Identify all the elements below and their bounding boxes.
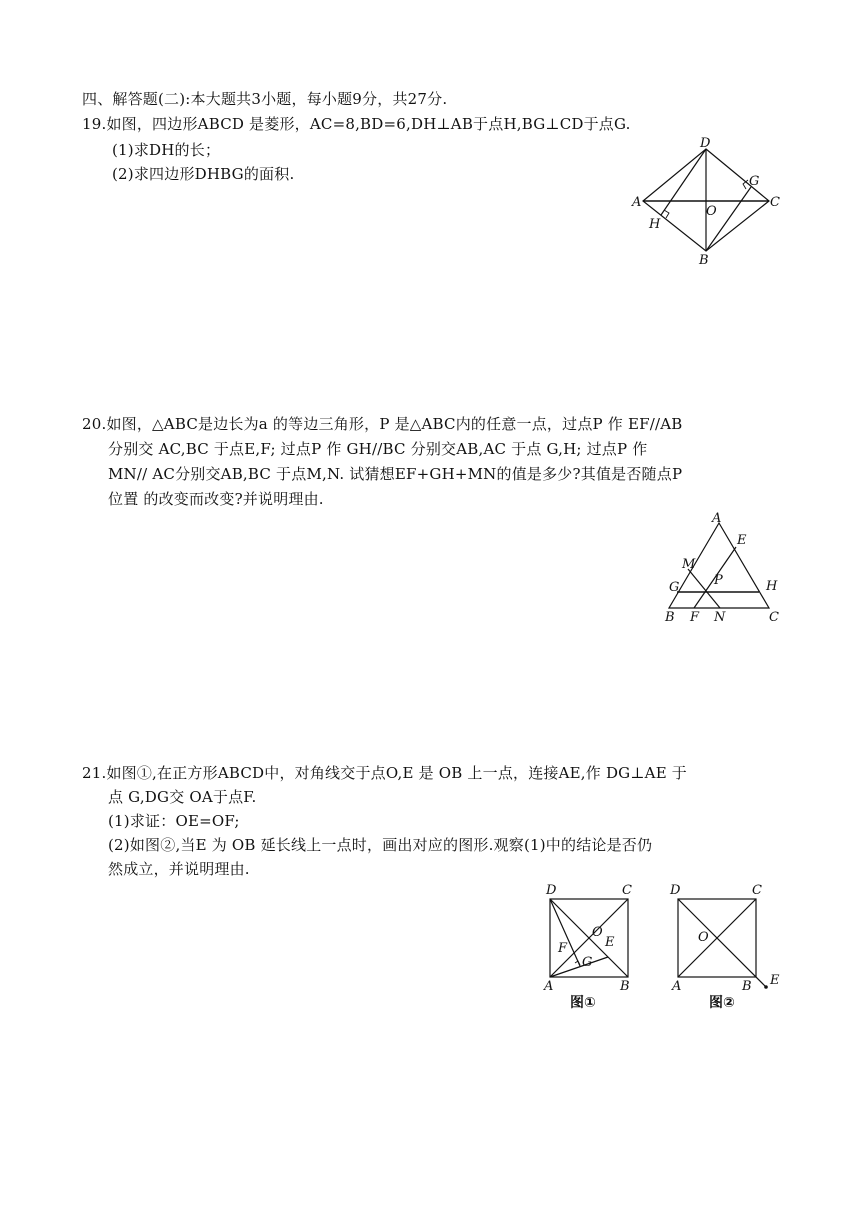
q19-label-C: C <box>770 195 780 210</box>
q20-label-M: M <box>682 557 696 572</box>
q20-label-A: A <box>712 511 722 526</box>
q20-label-C: C <box>769 610 779 625</box>
q21-fig2-label-B: B <box>742 979 752 994</box>
q20-label-G: G <box>669 580 680 595</box>
q19-label-O: O <box>706 204 717 219</box>
q19-label-B: B <box>699 253 709 268</box>
q21-fig1-label-F: F <box>558 941 568 956</box>
q19-label-D: D <box>700 136 711 151</box>
q20-line2: 分别交 AC,BC 于点E,F; 过点P 作 GH//BC 分别交AB,AC 于点 G,H; 过点P 作 <box>108 440 648 458</box>
q19-rhombus-figure <box>628 138 798 268</box>
q19-label-H: H <box>649 217 661 232</box>
q21-fig2-label-O: O <box>698 930 709 945</box>
q21-fig1-label-B: B <box>620 979 630 994</box>
q21-fig2-label-A: A <box>672 979 682 994</box>
q21-fig1-label-C: C <box>622 883 632 898</box>
q21-fig1-label-D: D <box>546 883 557 898</box>
q21-line2: 点 G,DG交 OA于点F. <box>108 788 257 806</box>
q20-line3: MN// AC分别交AB,BC 于点M,N. 试猜想EF+GH+MN的值是多少?其值是否随点P <box>108 465 683 483</box>
q19-label-G: G <box>749 174 760 189</box>
q21-fig1-label-O: O <box>592 925 603 940</box>
q21-fig1-caption: 图① <box>570 995 596 1011</box>
q20-label-E: E <box>737 533 747 548</box>
q19-part2: (2)求四边形DHBG的面积. <box>112 165 295 183</box>
q19-part1: (1)求DH的长； <box>112 141 221 159</box>
q21-fig1-label-G: G <box>582 955 593 970</box>
q21-square-figure-2 <box>664 880 789 995</box>
q20-label-F: F <box>690 610 700 625</box>
q21-fig1-label-A: A <box>544 979 554 994</box>
q21-part1: (1)求证：OE=OF; <box>108 812 240 830</box>
q20-label-B: B <box>665 610 675 625</box>
q21-fig2-label-D: D <box>670 883 681 898</box>
q21-square-figure-1 <box>540 880 650 995</box>
q20-triangle-figure <box>662 510 792 625</box>
q19-label-A: A <box>632 195 642 210</box>
q20-label-P: P <box>714 573 723 588</box>
q21-part2b: 然成立，并说明理由. <box>108 860 250 878</box>
q21-fig1-label-E: E <box>605 935 615 950</box>
section-title: 四、解答题(二):本大题共3小题，每小题9分，共27分. <box>82 90 448 108</box>
q21-fig2-label-C: C <box>752 883 762 898</box>
q21-line1: 21.如图①,在正方形ABCD中，对角线交于点O,E 是 OB 上一点，连接AE,作 DG⊥AE 于 <box>82 764 688 782</box>
q21-fig2-label-E: E <box>770 973 780 988</box>
q19-stem: 19.如图，四边形ABCD 是菱形，AC=8,BD=6,DH⊥AB于点H,BG⊥CD于点G. <box>82 115 631 133</box>
q20-line1: 20.如图，△ABC是边长为a 的等边三角形，P 是△ABC内的任意一点，过点P 作 EF//AB <box>82 415 683 433</box>
q21-fig2-caption: 图② <box>709 995 735 1011</box>
q20-label-N: N <box>714 610 726 625</box>
q20-line4: 位置 的改变而改变?并说明理由. <box>108 490 324 508</box>
q20-label-H: H <box>766 579 778 594</box>
q21-part2: (2)如图②,当E 为 OB 延长线上一点时，画出对应的图形.观察(1)中的结论是否仍 <box>108 836 653 854</box>
